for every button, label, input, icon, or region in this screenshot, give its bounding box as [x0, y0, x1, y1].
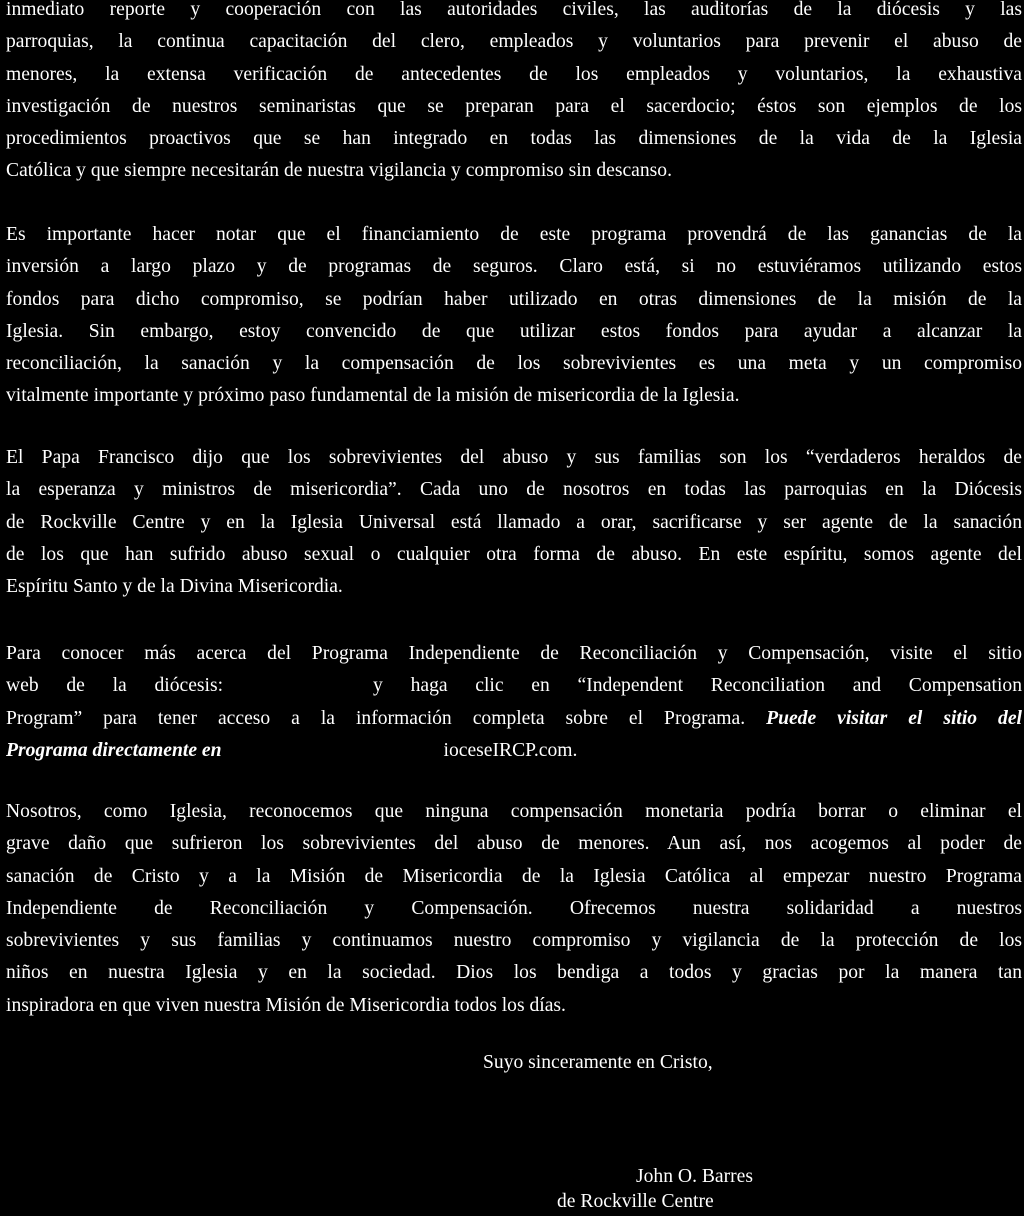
- text-line: Es importante hacer notar que el financiamiento de este programa provendrá de las ganancias de la: [6, 224, 1022, 245]
- text-line: [6, 735, 1022, 767]
- text-line: Nosotros, como Iglesia, reconocemos que ninguna compensación monetaria podría borrar o eliminar el: [6, 801, 1022, 822]
- closing-salutation: Suyo sinceramente en Cristo,: [483, 1052, 713, 1073]
- text-line: [6, 670, 1022, 702]
- text-line: El Papa Francisco dijo que los sobrevivientes del abuso y sus familias son los “verdaderos heraldos de: [6, 447, 1022, 468]
- text-line: investigación de nuestros seminaristas que se preparan para el sacerdocio; éstos son ejemplos de los: [6, 95, 1022, 117]
- text-line: [6, 703, 1022, 735]
- text-line: fondos para dicho compromiso, se podrían haber utilizado en otras dimensiones de la misión de la: [6, 288, 1022, 310]
- text-line: de Rockville Centre y en la Iglesia Universal está llamado a orar, sacrificarse y ser agente de la sanación: [6, 511, 1022, 533]
- signature-title: de Rockville Centre: [557, 1191, 714, 1212]
- text-line: inversión a largo plazo y de programas de seguros. Claro está, si no estuviéramos utilizando estos: [6, 256, 1022, 278]
- text-line: niños en nuestra Iglesia y en la sociedad. Dios los bendiga a todos y gracias por la manera tan: [6, 962, 1022, 984]
- text-line: Para conocer más acerca del Programa Independiente de Reconciliación y Compensación, visite el sitio: [6, 643, 1022, 664]
- text-line: Iglesia. Sin embargo, estoy convencido de que utilizar estos fondos para ayudar a alcanzar la: [6, 320, 1022, 342]
- text-line: inspiradora en que viven nuestra Misión de Misericordia todos los días.: [6, 994, 566, 1016]
- text-line: sobrevivientes y sus familias y continuamos nuestro compromiso y vigilancia de la protección de los: [6, 930, 1022, 952]
- text-line: Independiente de Reconciliación y Compensación. Ofrecemos nuestra solidaridad a nuestros: [6, 897, 1022, 919]
- text-line: la esperanza y ministros de misericordia”. Cada uno de nosotros en todas las parroquias en la Diócesis: [6, 479, 1022, 501]
- text-line: Espíritu Santo y de la Divina Misericordia.: [6, 576, 343, 598]
- text-line: reconciliación, la sanación y la compensación de los sobrevivientes es una meta y un compromiso: [6, 353, 1022, 375]
- text-line: menores, la extensa verificación de antecedentes de los empleados y voluntarios, la exhaustiva: [6, 63, 1022, 85]
- text-line: procedimientos proactivos que se han integrado en todas las dimensiones de la vida de la Iglesia: [6, 128, 1022, 150]
- text-line: de los que han sufrido abuso sexual o cualquier otra forma de abuso. En este espíritu, somos agente del: [6, 543, 1022, 565]
- text-line: sanación de Cristo y a la Misión de Misericordia de la Iglesia Católica al empezar nuestro Programa: [6, 865, 1022, 887]
- paragraph-solidarity: [6, 796, 1022, 1022]
- paragraph-safeguards: [6, 0, 1022, 188]
- program-url-fragment: ioceseIRCP.com.: [443, 739, 578, 761]
- text-line: grave daño que sufrieron los sobrevivientes del abuso de menores. Aun así, nos acogemos al poder de: [6, 833, 1022, 855]
- paragraph-program-info: [6, 638, 1022, 767]
- paragraph-pope-francis: [6, 442, 1022, 603]
- text-line: Católica y que siempre necesitarán de nuestra vigilancia y compromiso sin descanso.: [6, 160, 672, 182]
- text-fragment: Program” para tener acceso a la información completa sobre el Programa.: [6, 707, 746, 729]
- signature-name: John O. Barres: [636, 1166, 753, 1187]
- paragraph-funding: [6, 219, 1022, 413]
- emphasis-text: Programa directamente en: [6, 739, 222, 761]
- text-fragment: web de la diócesis:: [6, 675, 224, 697]
- text-line: parroquias, la continua capacitación del clero, empleados y voluntarios para prevenir el abuso de: [6, 31, 1022, 53]
- text-fragment: y haga clic en “Independent Reconciliation and Compensation: [373, 675, 1023, 697]
- text-line: vitalmente importante y próximo paso fundamental de la misión de misericordia de la Iglesia.: [6, 385, 740, 407]
- emphasis-text: Puede visitar el sitio del: [766, 707, 1022, 729]
- text-line: inmediato reporte y cooperación con las autoridades civiles, las auditorías de la diócesis y las: [6, 0, 1022, 20]
